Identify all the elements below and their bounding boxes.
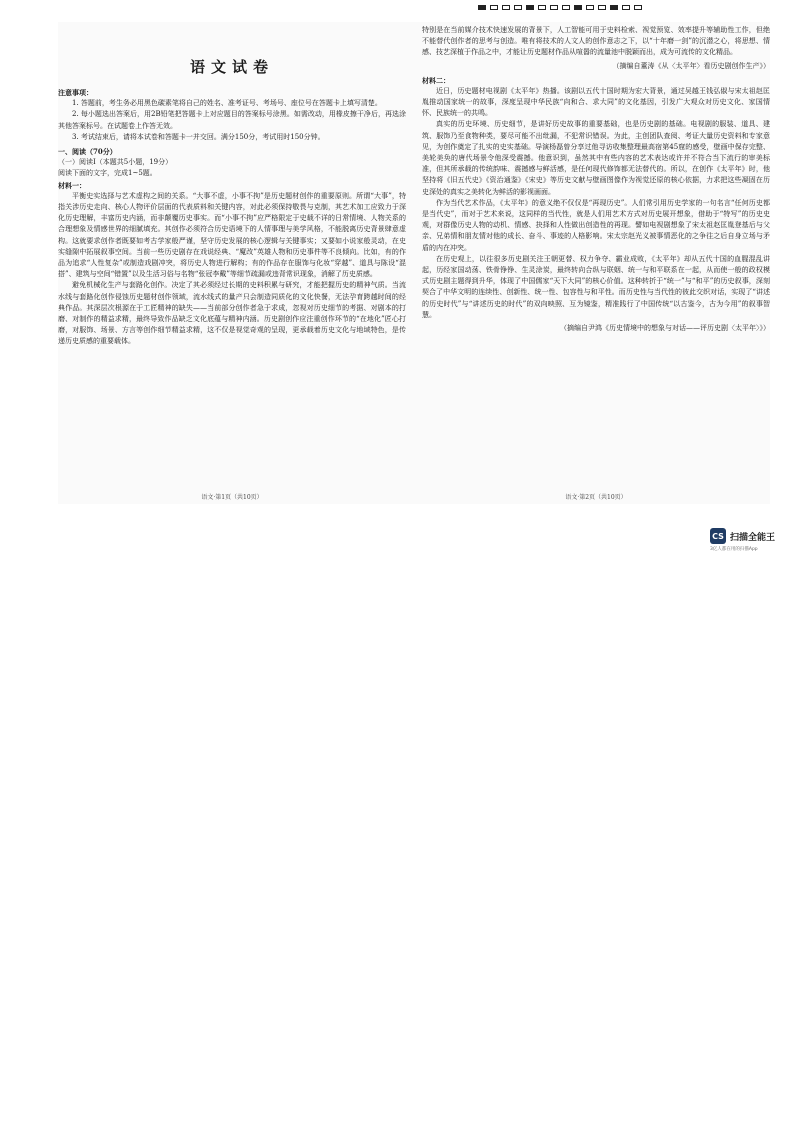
material-one-paragraph: 避免机械化生产与套路化创作。决定了其必须经过长期的史料积累与研究，才能把握历史的精神气质。当流水线与套路化创作侵蚀历史题材创作领域，流水线式的量产只会制造同质化的文化快餐，无法孕育跨越时间的经典作品。其深层次根源在于工匠精神的缺失——当前部分创作者急于求成，忽视对历史细节的考据、对剧本的打磨、对制作的精益求精，最终导致作品缺乏文化底蕴与精神内涵。历史剧创作应注重创作环节的“在地化”匠心打磨，对服饰、场景、方言等创作细节精益求精，这不仅是视觉奇观的呈现，更承载着历史文化与地域特色，是传递历史质感的重要载体。: [58, 281, 406, 346]
section-heading: 一、阅读（70分）: [58, 147, 117, 157]
material-two-paragraph: 在历史观上，以往很多历史剧关注王朝更替、权力争夺、霸业成败，《太平年》却从五代十国的血腥混乱讲起，历经家国动荡、铁骨铮铮、生灵涂炭，最终转向合纵与联姻、统一与和平联系在一起，从而使一般的政权模式历史剧主题得到升华，体现了中国儒家“天下大同”的核心价值。这种转折于“统一”与“和平”的历史叙事，深刻契合了中华文明的连续性、创新性、统一性、包容性与和平性。而历史性与当代性的彼此交织对话，实现了“讲述的历史时代”与“讲述历史的时代”的双向映照、互为镜鉴，精准践行了中国传统“以古鉴今，古为今用”的叙事智慧。: [422, 254, 770, 319]
registration-mark: [586, 5, 594, 10]
registration-mark: [526, 5, 534, 10]
notice-1: 1. 答题前，考生务必用黑色碳素笔将自己的姓名、准考证号、考场号、座位号在答题卡上填写清楚。: [72, 99, 382, 108]
registration-mark: [598, 5, 606, 10]
subsection-heading: （一）阅读Ⅰ（本题共5小题，19分）: [58, 158, 173, 167]
registration-mark: [574, 5, 582, 10]
material-two-paragraph: 真实的历史环境、历史细节，是讲好历史故事的重要基础，也是历史剧的基础。电视剧的服装、道具、建筑、服饰乃至食物种类，要尽可能不出纰漏，不犯常识错误。为此，主创团队查阅、考证大量历史资料和专家意见，为创作奠定了扎实的史实基础。导演杨磊曾分享过他寻访收集整理最高宿第45窟的感受，壁画中保存完整、美轮美奂的唐代场景令他深受震撼。他意识到，虽然其中有些内容的艺术表达或许并不符合当下流行的审美标准，但其所承载的传统韵味、震撼感与鲜活感，是任何现代修饰都无法替代的。所以，在创作《太平年》时，他坚持将《旧五代史》《资治通鉴》《宋史》等历史文献与壁画图像作为视觉还原的核心依据，力求把这些凝固在历史深处的真实之美转化为鲜活的影视画面。: [422, 120, 770, 196]
page-footer: 语文·第2页（共10页）: [565, 494, 627, 501]
material-two-label: 材料二：: [422, 75, 450, 85]
exam-page-1: [58, 22, 406, 504]
continued-paragraph: 特别是在当前媒介技术快速发展的背景下，人工智能可用于史料检索、视觉预览、效率提升等辅助性工作，但绝不能替代创作者的思考与创造。唯有将技术的人文人的创作意志之下，以“十年磨一剑”的沉潜之心，将思想、情感、技艺深植于作品之中，才能让历史题材作品从喧嚣的流量池中脱颖而出，成为可流传的文化精品。: [422, 26, 770, 57]
material-two-paragraph: 近日，历史题材电视剧《太平年》热播。该剧以五代十国时期为宏大背景，通过吴越王钱弘俶与宋太祖赵匡胤推动国家统一的故事，深度呈现中华民族“向和合、求大同”的文化基因，引发广大观众对历史文化、家国情怀、民族统一的共鸣。: [422, 86, 770, 118]
registration-mark: [622, 5, 630, 10]
registration-mark: [550, 5, 558, 10]
registration-mark: [610, 5, 618, 10]
registration-mark: [502, 5, 510, 10]
material-one-label: 材料一：: [58, 180, 86, 190]
exam-sheet: [58, 22, 770, 504]
exam-page-2: [422, 22, 770, 504]
notice-3: 3. 考试结束后，请将本试卷和答题卡一并交回。满分150分，考试用时150分钟。: [72, 132, 325, 141]
registration-mark: [514, 5, 522, 10]
page-footer: 语文·第1页（共10页）: [201, 494, 263, 501]
material-one-paragraph: 平衡史实选择与艺术虚构之间的关系。“大事不虚，小事不拘”是历史题材创作的重要原则。所谓“大事”，特指关涉历史走向、核心人物评价层面的代表质料和关键内容，对此必须保持敬畏与克制，其艺术加工应致力于深化历史理解，丰富历史内涵，而非颠覆历史事实。而“小事不拘”应严格限定于史载不详的日常情境、人物关系的合理想象及情感世界的细腻填充。其创作必须符合历史语境下的人情事理与美学风格，不能脱离历史背景肆意虚构。这就要求创作者既要如考古学家般严谨，坚守历史发展的核心逻辑与关键事实；又要如小说家般灵动，在史实缝隙中拓展叙事空间。当前一些历史剧存在戏说经典、“魔改”英雄人物和历史事件等不良倾向。比如，有的作品为追求“人性复杂”或制造戏剧冲突，将历史人物进行解构；有的作品存在服饰与化妆“穿越”、道具与陈设“混搭”、建筑与空间“错置”以及生活习俗与名物“张冠李戴”等细节疏漏或违背常识现象，消解了历史质感。: [58, 191, 406, 279]
registration-mark: [490, 5, 498, 10]
scanner-watermark: [710, 528, 775, 544]
source-citation: （摘编自尹鸿《历史情境中的想象与对话——评历史剧〈太平年〉》）: [560, 324, 770, 333]
registration-mark: [478, 5, 486, 10]
registration-mark: [538, 5, 546, 10]
notice-heading: 注意事项：: [58, 88, 93, 97]
scanner-app-name: 扫描全能王: [730, 532, 776, 543]
registration-mark: [634, 5, 642, 10]
camscanner-icon: CS: [710, 528, 726, 544]
registration-mark: [562, 5, 570, 10]
reading-instruction: 阅读下面的文字，完成1~5题。: [58, 169, 157, 178]
source-citation: （摘编自董涛《从〈太平年〉看历史剧创作生产》）: [612, 61, 770, 70]
notice-2: 2. 每小题选出答案后，用2B铅笔把答题卡上对应题目的答案标号涂黑。如需改动，用橡皮擦干净后，再选涂其他答案标号。在试题卷上作答无效。: [58, 110, 406, 130]
material-two-paragraph: 作为当代艺术作品，《太平年》的意义绝不仅仅是“再现历史”。人们常引用历史学家的一句名言“任何历史都是当代史”，而对于艺术来说，这同样的当代性，就是人们用艺术方式对历史展开想象，借助于“特写”的历史史观，对群像历史人物的动机、情感、抉择和人性做出创造性的再现。譬如电视剧想象了宋太祖赵匡胤登基后与父亲、兄弟情和朋友情对他的成长、奋斗、事迹的人格影响。宋太宗赵光义被事情恶化的之争往之后自身立场与矛盾的内在冲突。: [422, 198, 770, 252]
scanner-tagline: 3亿人都在用的扫描App: [710, 547, 758, 552]
scan-registration-marks: [478, 5, 642, 10]
exam-title: 语文试卷: [189, 58, 274, 76]
